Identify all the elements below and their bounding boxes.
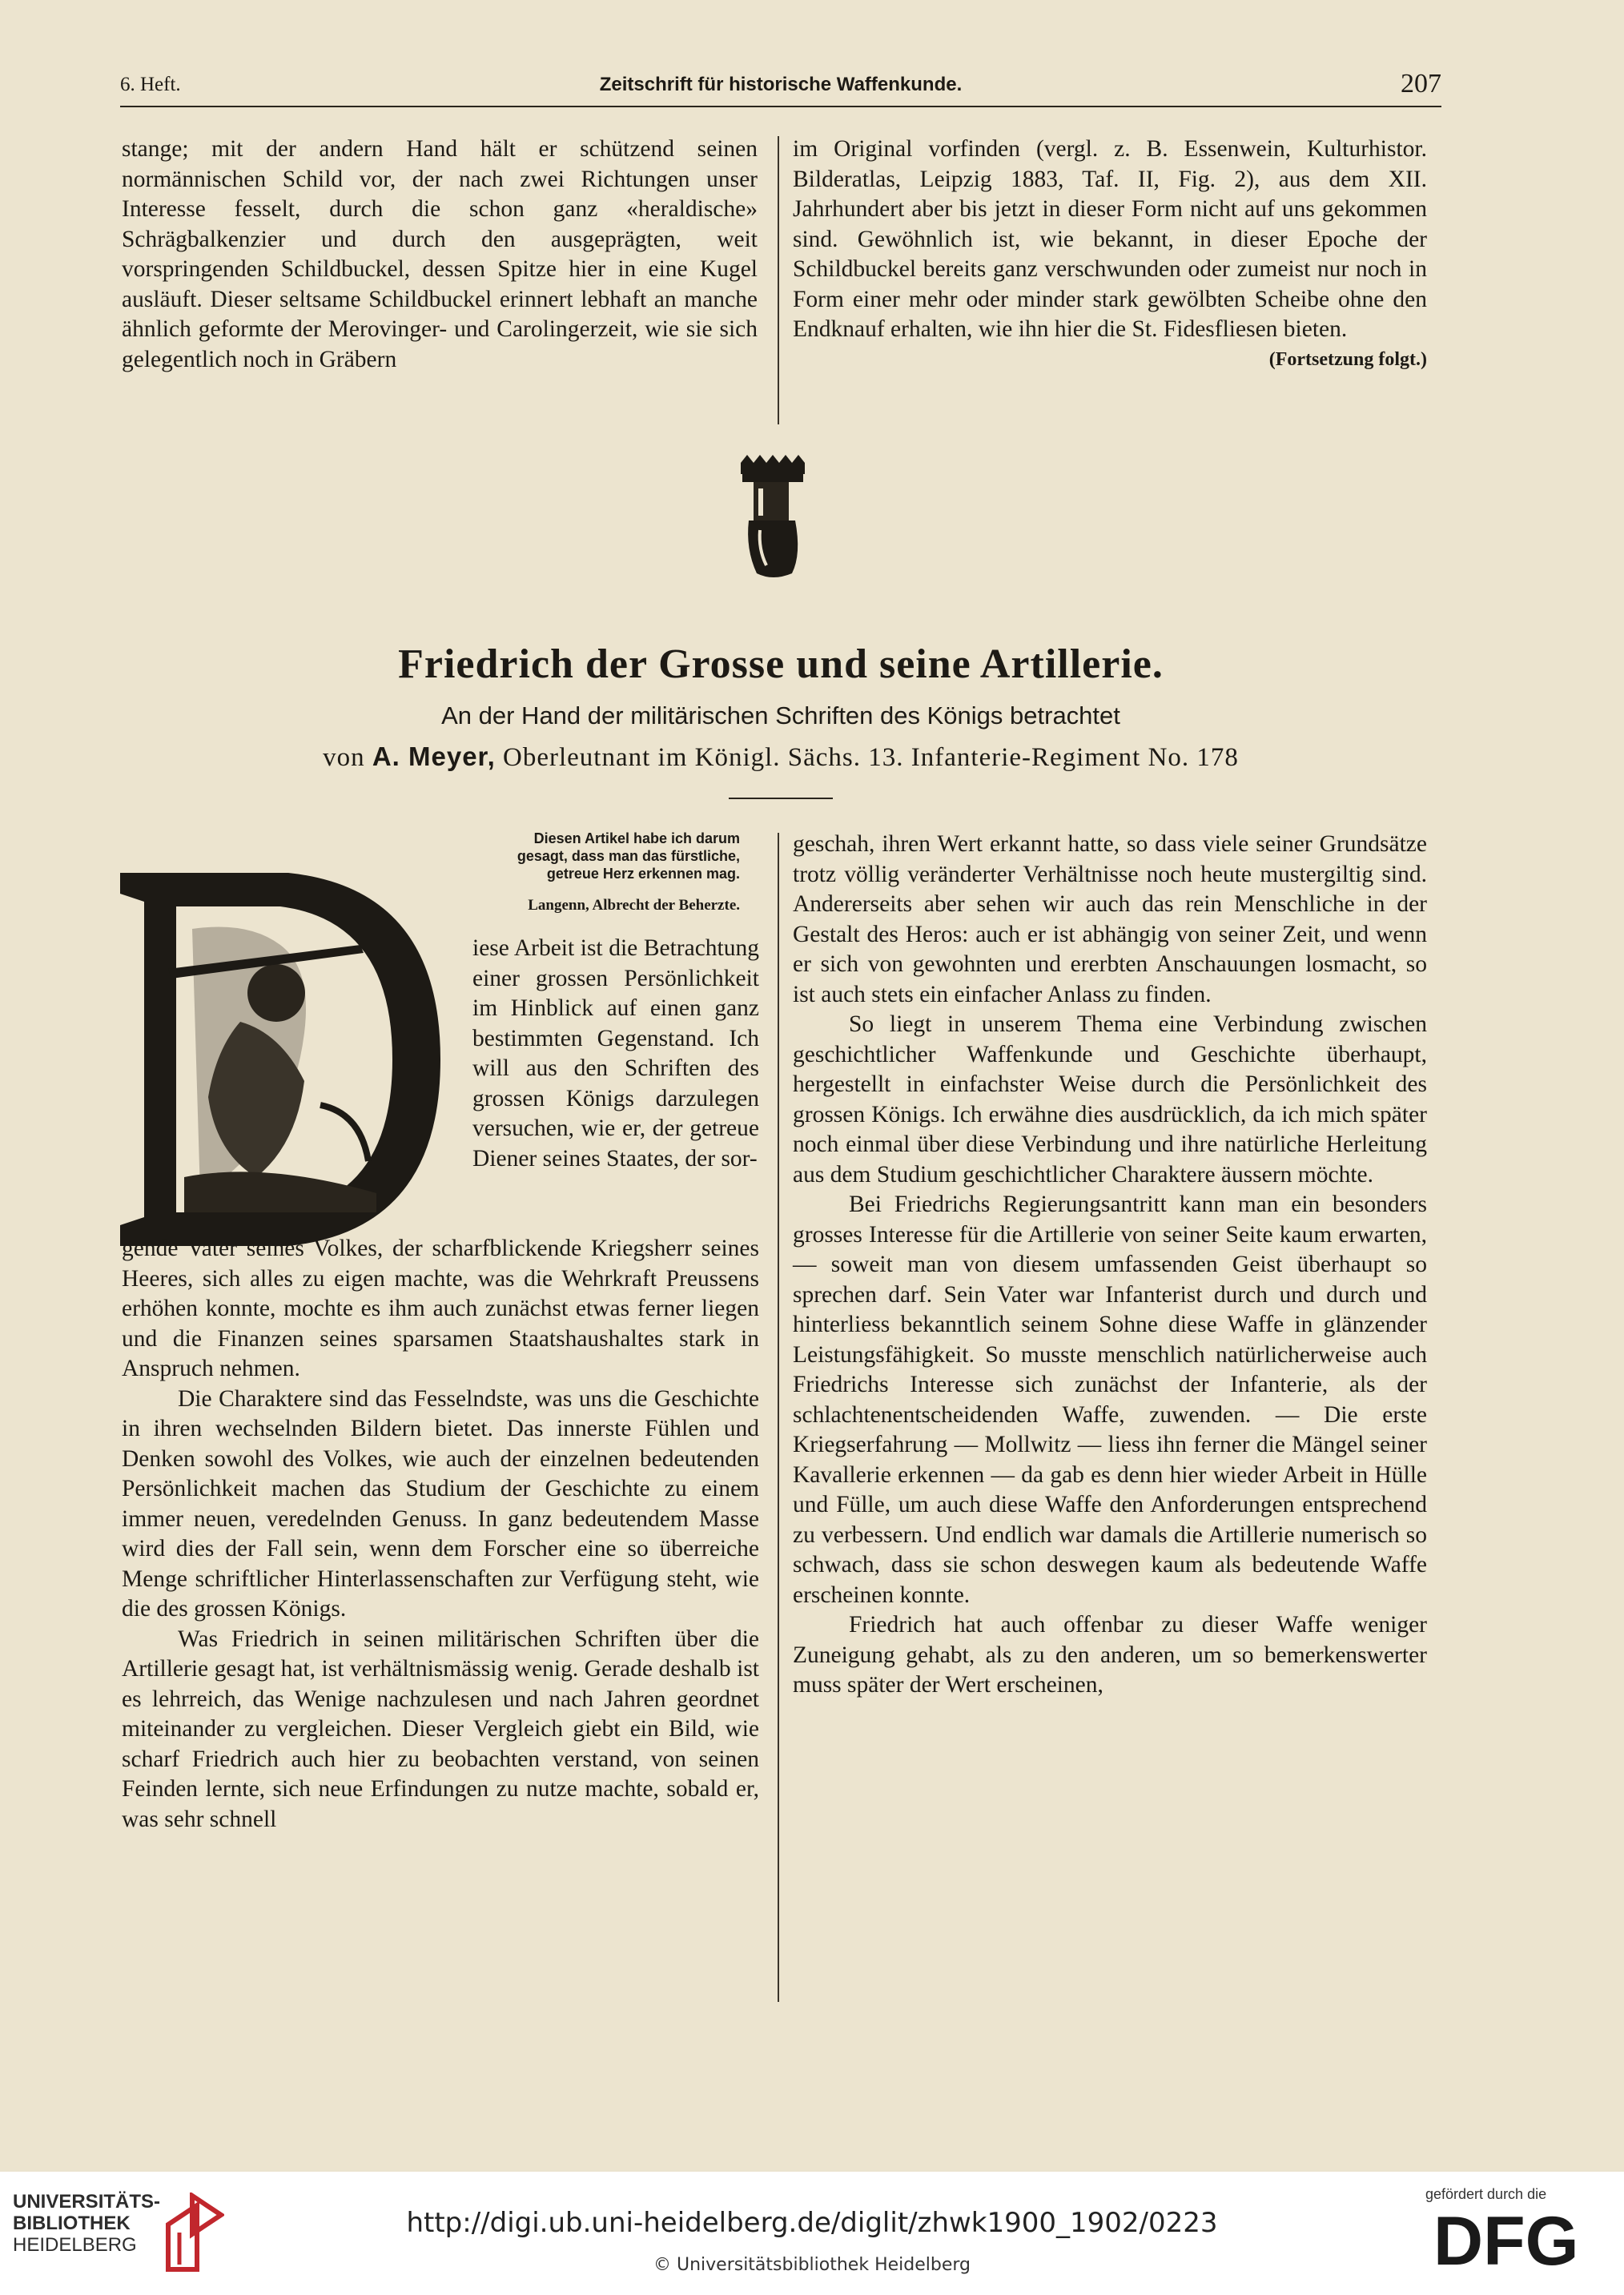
library-line: BIBLIOTHEK: [13, 2213, 131, 2234]
author-title: Oberleutnant im Königl. Sächs. 13. Infanterie-Regiment No. 178: [503, 743, 1239, 772]
library-line: HEIDELBERG: [13, 2234, 137, 2256]
title-rule: [729, 798, 833, 799]
paragraph: Bei Friedrichs Regierungsantritt kann man ein besonders grosses Interesse für die Artillerie von seiner Seite kaum erwarten, — soweit man von diesem umfassenden Geist überhaupt so sprechen darf. Sein Vater war Infanterist durch und durch und hinterliess bekanntlich seinem Sohne diese Waffe in glänzender Leistungsfähigkeit. So musste menschlich natürlicherweise auch Friedrichs Interesse sich zunächst der Infanterie, als der schlachtenentscheidenden Waffe, zuwenden. — Die erste Kriegserfahrung — Mollwitz — liess ihn ferner die Mängel seiner Kavallerie erkennen — da gab es denn hier wieder Arbeit in Hülle und Fülle, um auch diese Waffe den Anforderungen entsprechend zu verbessern. Und endlich war damals die Artillerie numerisch so schwach, dass sie schon deswegen kaum als bedeutende Waffe erscheinen konnte.: [793, 1192, 1427, 1608]
paragraph: Die Charaktere sind das Fesselndste, was uns die Geschichte in ihren wechselnden Bildern bietet. Das innerste Fühlen und Denken sowohl des Volkes, wie auch der einzelnen bedeutenden Persönlichkeit machen das Studium der Geschichte zu einem immer neuen, veredelnden Genuss. In ganz bedeutendem Masse wird dies der Fall sein, wenn dem Forscher eine so überreiche Menge schriftlicher Hinterlassenschaften zur Verfügung steht, wie die des grossen Königs.: [122, 1385, 759, 1622]
paragraph: Friedrich hat auch offenbar zu dieser Waffe weniger Zuneigung gehabt, als zu den anderen, um so bemerkenswerter muss später der Wert erscheinen,: [793, 1612, 1427, 1698]
epigraph-line: Diesen Artikel habe ich darum: [533, 830, 740, 846]
paragraph: geschah, ihren Wert erkannt hatte, so dass viele seiner Grundsätze trotz völlig veränderter Verhältnisse noch heute mustergiltig sind. Andererseits aber sehen wir auch das rein Menschliche in der Gestalt des Heros: auch er ist abhängig von seiner Zeit, und wenn er sich von gewohnten und ererbten Anschauungen losmacht, so ist auch stets ein einfacher Anlass zu finden.: [793, 831, 1427, 1007]
journal-title: Zeitschrift für historische Waffenkunde.: [599, 74, 963, 95]
intro-paragraph-start: iese Arbeit ist die Betrachtung einer grossen Persönlichkeit im Hinblick auf einen ganz bestimmten Gegenstand. Ich will aus den Schriften des grossen Königs darzulegen versuchen, wie er, der getreue Diener seines Staates, der sor-: [472, 935, 759, 1172]
article-title: Friedrich der Grosse und seine Artillerie.: [398, 641, 1164, 687]
issue-label: 6. Heft.: [120, 74, 181, 95]
dfg-logo-text: DFG: [1433, 2207, 1579, 2271]
running-header: [120, 69, 1441, 102]
paragraph: So liegt in unserem Thema eine Verbindung zwischen geschichtlicher Waffenkunde und Geschichte überhaupt, hergestellt in einfachster Weise durch die Persönlichkeit des grossen Königs. Ich erwähne dies ausdrücklich, da ich mich später noch einmal über diese Verbindung und ihre natürliche Herleitung aus dem Studium geschichtlicher Charaktere äussern möchte.: [793, 1011, 1427, 1188]
right-column: [793, 830, 1427, 1701]
epigraph-source: Langenn, Albrecht der Beherzte.: [528, 897, 740, 914]
illuminated-initial: [120, 873, 440, 1246]
top-left-column: [122, 135, 758, 375]
epigraph: [400, 830, 740, 882]
article-byline: [120, 742, 1441, 773]
funding-note: gefördert durch die: [1425, 2186, 1547, 2202]
header-rule: [120, 106, 1441, 107]
article-subtitle: An der Hand der militärischen Schriften des Königs betrachtet: [441, 701, 1120, 729]
left-column: [122, 1234, 759, 1835]
column-divider: [778, 833, 779, 2002]
epigraph-line: getreue Herz erkennen mag.: [546, 866, 740, 882]
continued-note: (Fortsetzung folgt.): [1268, 348, 1427, 370]
epigraph-line: gesagt, dass man das fürstliche,: [517, 848, 740, 864]
dfg-logo: [1433, 2207, 1602, 2271]
permalink[interactable]: http://digi.ub.uni-heidelberg.de/diglit/zhwk1900_1902/0223: [406, 2207, 1218, 2239]
page-number: 207: [1401, 69, 1441, 98]
author-name: A. Meyer,: [372, 742, 496, 771]
paragraph: gende Vater seines Volkes, der scharfblickende Kriegsherr seines Heeres, sich alles zu eigen machte, was die Wehrkraft Preussens erhöhen konnte, mochte es ihm auch zunächst etwas ferner liegen und die Finanzen seines sparsamen Staatshaushaltes stark in Anspruch nehmen.: [122, 1236, 759, 1381]
drop-cap-wrap-text: [472, 934, 759, 1174]
top-right-paragraph: [793, 135, 1427, 370]
top-right-column: [793, 135, 1427, 375]
library-line: UNIVERSITÄTS-: [13, 2191, 161, 2213]
column-divider: [778, 136, 779, 424]
copyright-notice: © Universitätsbibliothek Heidelberg: [653, 2255, 971, 2275]
gauntlet-ornament: [725, 453, 821, 581]
byline-prefix: von: [323, 743, 365, 772]
top-left-paragraph: stange; mit der andern Hand hält er schützend seinen normännischen Schild vor, der nach zwei Richtungen unser Interesse fesselt, durch die schon ganz «heraldische» Schrägbalkenzier und durch den ausgeprägten, weit vorspringenden Schildbuckel, dessen Spitze hier in eine Kugel ausläuft. Dieser seltsame Schildbuckel erinnert lebhaft an manche ähnlich geformte der Merovinger- und Carolingerzeit, wie sie sich gelegentlich noch in Gräbern: [122, 136, 758, 372]
paragraph: Was Friedrich in seinen militärischen Schriften über die Artillerie gesagt hat, ist verhältnismässig wenig. Gerade deshalb ist es lehrreich, das Wenige nachzulesen und nach Jahren geordnet miteinander zu vergleichen. Dieser Vergleich giebt ein Bild, wie scharf Friedrich auch hier zu beobachten verstand, von seinen Feinden lernte, sich neue Erfindungen zu nutze machte, sobald er, was sehr schnell: [122, 1626, 759, 1832]
top-right-text: im Original vorfinden (vergl. z. B. Essenwein, Kulturhistor. Bilderatlas, Leipzig 1883, Taf. II, Fig. 2), aus dem XII. Jahrhundert aber bis jetzt in dieser Form nicht auf uns gekommen sind. Gewöhnlich ist, wie bekannt, in dieser Epoche der Schildbuckel bereits ganz verschwunden oder zumeist nur noch in Form einer mehr oder minder stark gewölbten Scheibe ohne den Endknauf erhalten, wie ihn hier die St. Fidesfliesen bieten.: [793, 136, 1427, 342]
